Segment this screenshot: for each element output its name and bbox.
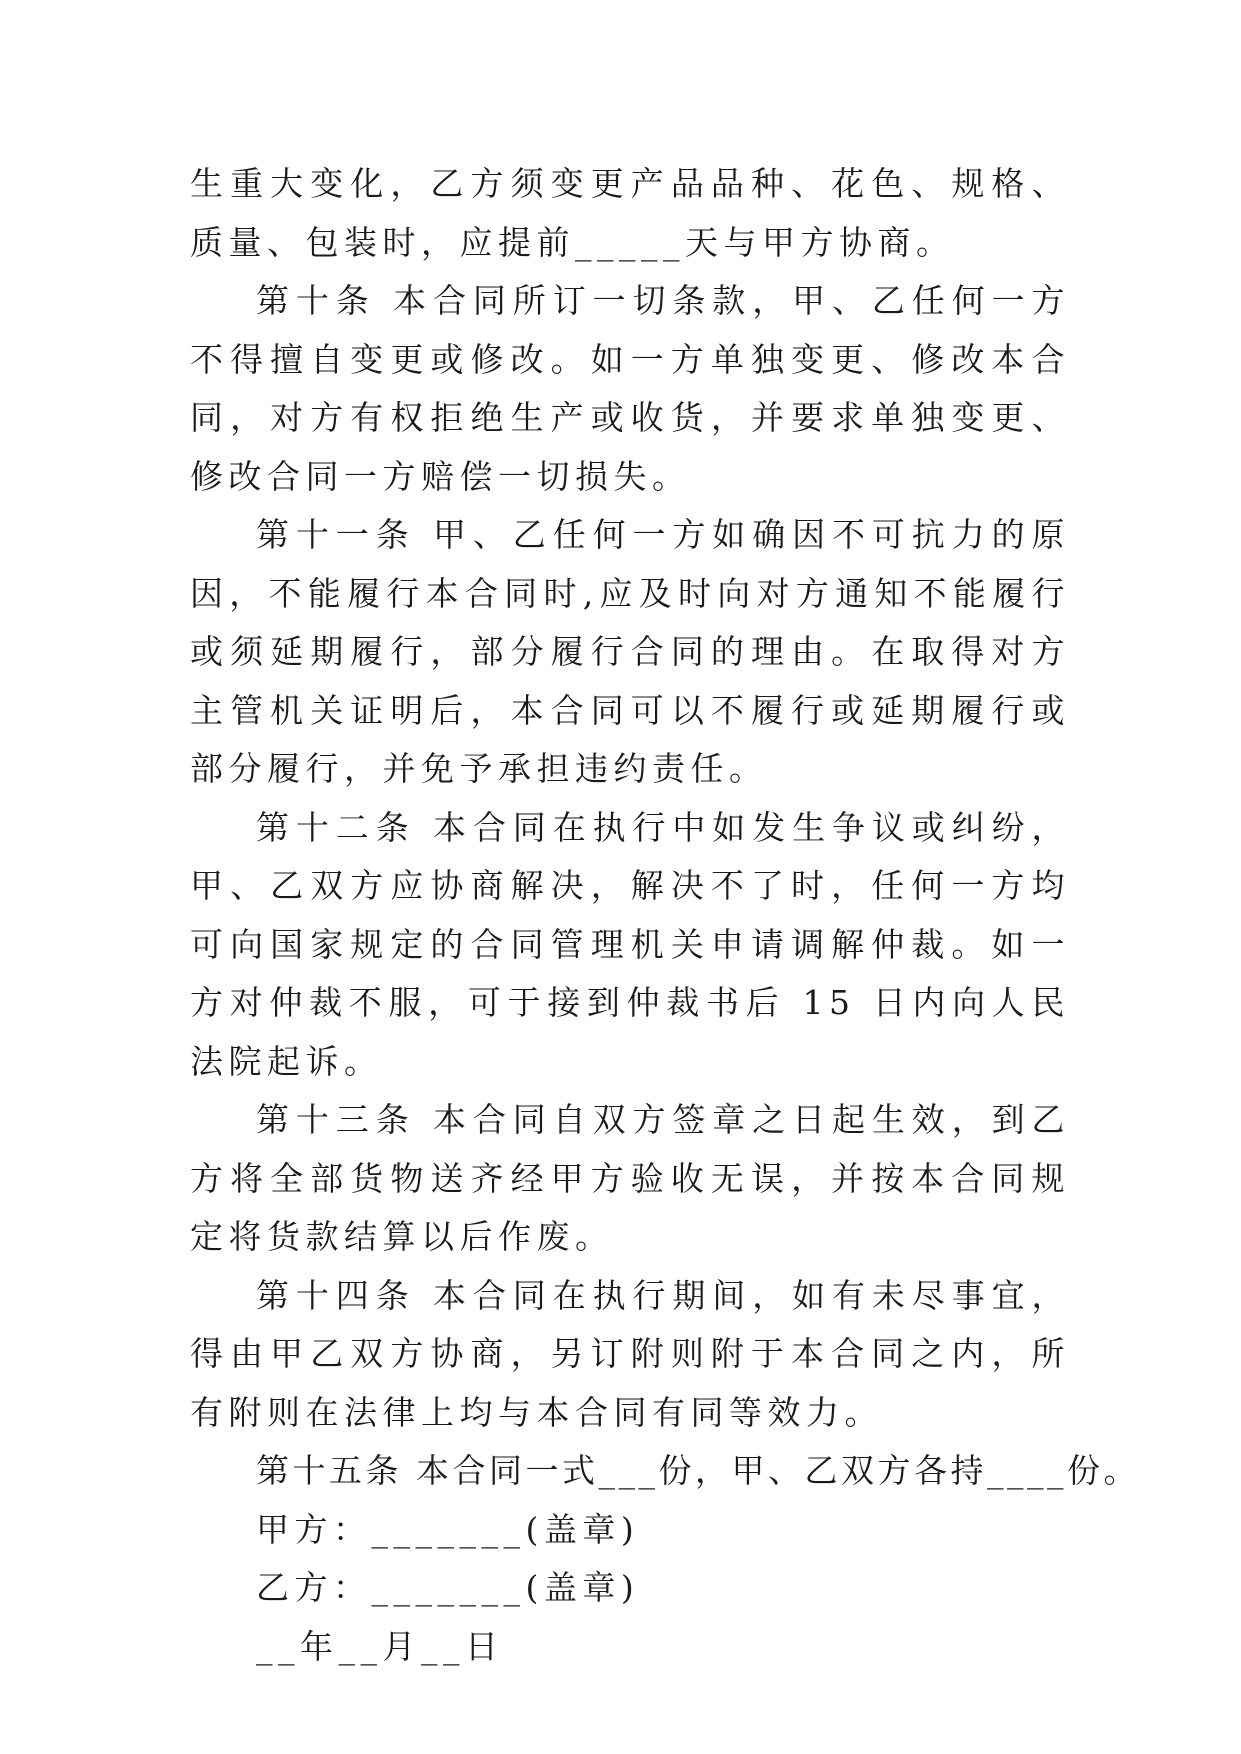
paragraph-continued: 生重大变化，乙方须变更产品品种、花色、规格、质量、包装时，应提前_____天与甲方协商。 — [190, 164, 1070, 262]
clause-13: 第十三条 本合同自双方签章之日起生效，到乙方将全部货物送齐经甲方验收无误，并按本合同规定将货款结算以后作废。 — [190, 1100, 1070, 1256]
contract-body — [190, 155, 1140, 1676]
party-b-signature: 乙方：_______(盖章) — [256, 1568, 640, 1607]
clause-10: 第十条 本合同所订一切条款，甲、乙任何一方不得擅自变更或修改。如一方单独变更、修改本合同，对方有权拒绝生产或收货，并要求单独变更、修改合同一方赔偿一切损失。 — [190, 281, 1070, 496]
party-a-signature: 甲方：_______(盖章) — [256, 1509, 640, 1549]
signing-date: __年__月__日 — [256, 1626, 504, 1666]
clause-14: 第十四条 本合同在执行期间，如有未尽事宜，得由甲乙双方协商，另订附则附于本合同之内，所有附则在法律上均与本合同有同等效力。 — [190, 1275, 1070, 1432]
clause-11: 第十一条 甲、乙任何一方如确因不可抗力的原因，不能履行本合同时,应及时向对方通知不能履行或须延期履行，部分履行合同的理由。在取得对方主管机关证明后，本合同可以不履行或延期履行或部分履行，并免予承担违约责任。 — [190, 515, 1070, 788]
clause-12: 第十二条 本合同在执行中如发生争议或纠纷，甲、乙双方应协商解决，解决不了时，任何一方均可向国家规定的合同管理机关申请调解仲裁。如一方对仲裁不服，可于接到仲裁书后 15 日内向人民法院起诉。 — [190, 807, 1070, 1081]
clause-15: 第十五条 本合同一式___份，甲、乙双方各持____份。 — [256, 1451, 1140, 1490]
